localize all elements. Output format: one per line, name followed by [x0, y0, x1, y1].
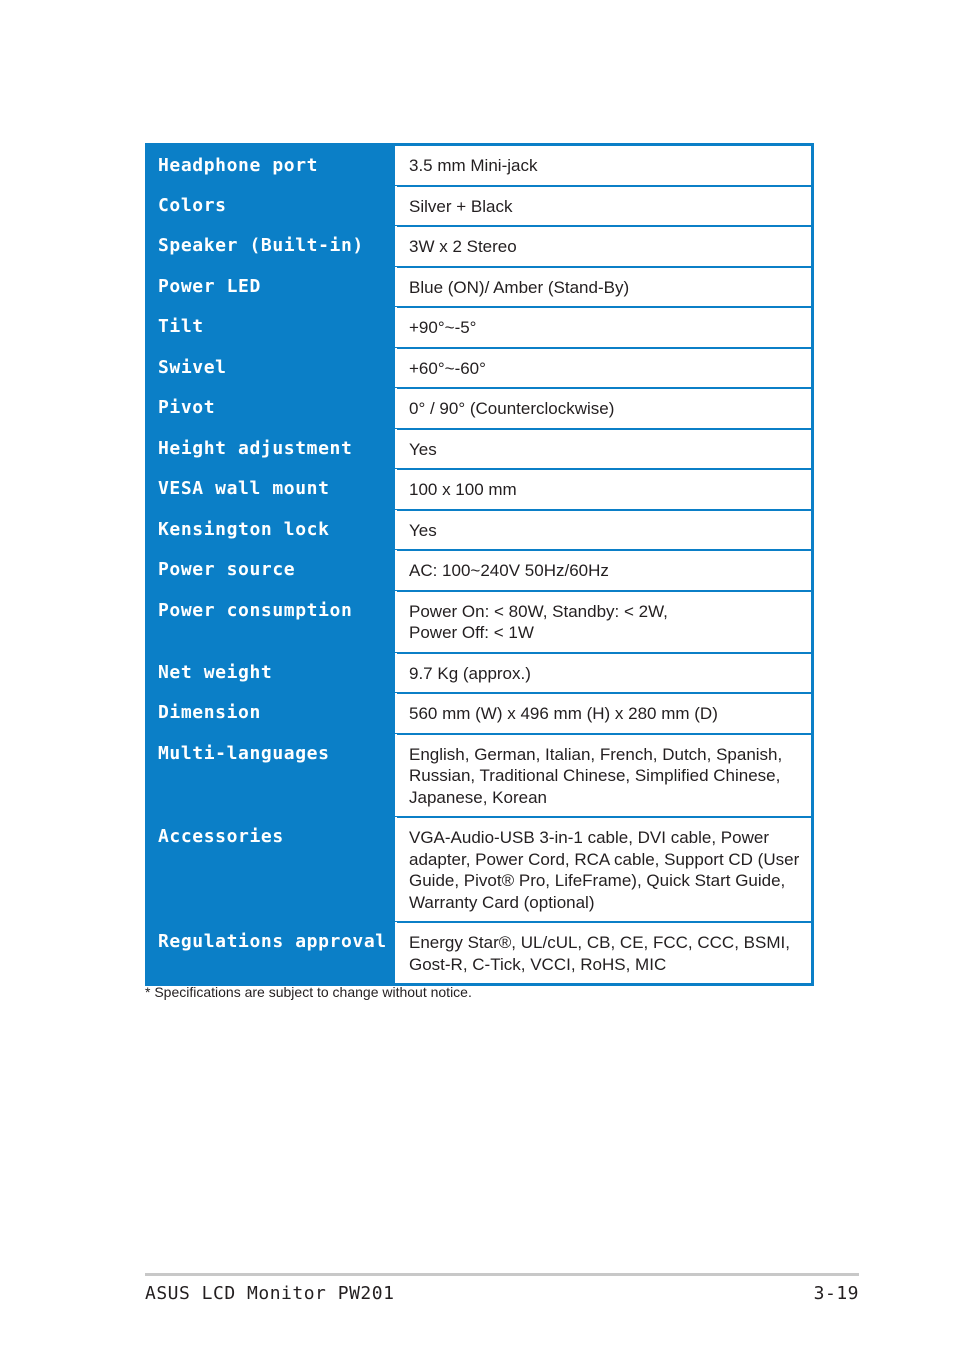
spec-value: 0° / 90° (Counterclockwise) [397, 388, 811, 428]
spec-value: +90°~-5° [397, 307, 811, 347]
spec-table [145, 143, 814, 986]
spec-value: Blue (ON)/ Amber (Stand-By) [397, 267, 811, 307]
spec-value: VGA-Audio-USB 3-in-1 cable, DVI cable, Power adapter, Power Cord, RCA cable, Support CD (User Guide, Pivot® Pro, LifeFrame), Quick Start Guide, Warranty Card (optional) [397, 817, 811, 921]
spec-value: Yes [397, 510, 811, 550]
table-row [148, 186, 811, 227]
spec-value: 3.5 mm Mini-jack [397, 146, 811, 185]
spec-value: Energy Star®, UL/cUL, CB, CE, FCC, CCC, BSMI, Gost-R, C-Tick, VCCI, RoHS, MIC [397, 922, 811, 983]
spec-value: 560 mm (W) x 496 mm (H) x 280 mm (D) [397, 693, 811, 733]
spec-label: Headphone port [148, 146, 397, 185]
footer-title: ASUS LCD Monitor PW201 [145, 1283, 395, 1304]
table-row [148, 146, 811, 186]
footnote: * Specifications are subject to change without notice. [145, 984, 472, 1000]
table-row [148, 591, 811, 653]
spec-value: +60°~-60° [397, 348, 811, 388]
table-row [148, 817, 811, 922]
table-row [148, 429, 811, 470]
spec-label: Net weight [148, 653, 397, 693]
spec-label: Pivot [148, 388, 397, 428]
spec-label: Power source [148, 550, 397, 590]
spec-label: Height adjustment [148, 429, 397, 469]
spec-label: Multi-languages [148, 734, 397, 817]
spec-label: Accessories [148, 817, 397, 921]
page-number: 3-19 [813, 1283, 859, 1304]
table-row [148, 267, 811, 308]
table-row [148, 550, 811, 591]
spec-value: AC: 100~240V 50Hz/60Hz [397, 550, 811, 590]
spec-label: Dimension [148, 693, 397, 733]
spec-label: VESA wall mount [148, 469, 397, 509]
table-row [148, 307, 811, 348]
table-row [148, 693, 811, 734]
spec-label: Regulations approval [148, 922, 397, 983]
spec-value: Power On: < 80W, Standby: < 2W, Power Off: < 1W [397, 591, 811, 652]
table-row [148, 653, 811, 694]
table-row [148, 226, 811, 267]
spec-value: Yes [397, 429, 811, 469]
table-row [148, 510, 811, 551]
footer-divider [145, 1273, 859, 1276]
table-row [148, 469, 811, 510]
spec-label: Tilt [148, 307, 397, 347]
table-row [148, 922, 811, 983]
spec-label: Swivel [148, 348, 397, 388]
spec-value: 3W x 2 Stereo [397, 226, 811, 266]
spec-value: 100 x 100 mm [397, 469, 811, 509]
spec-value: 9.7 Kg (approx.) [397, 653, 811, 693]
table-row [148, 348, 811, 389]
spec-label: Colors [148, 186, 397, 226]
spec-label: Kensington lock [148, 510, 397, 550]
spec-value: English, German, Italian, French, Dutch, Spanish, Russian, Traditional Chinese, Simplified Chinese, Japanese, Korean [397, 734, 811, 817]
table-row [148, 388, 811, 429]
table-row [148, 734, 811, 818]
spec-value: Silver + Black [397, 186, 811, 226]
spec-label: Power consumption [148, 591, 397, 652]
spec-label: Speaker (Built-in) [148, 226, 397, 266]
spec-label: Power LED [148, 267, 397, 307]
